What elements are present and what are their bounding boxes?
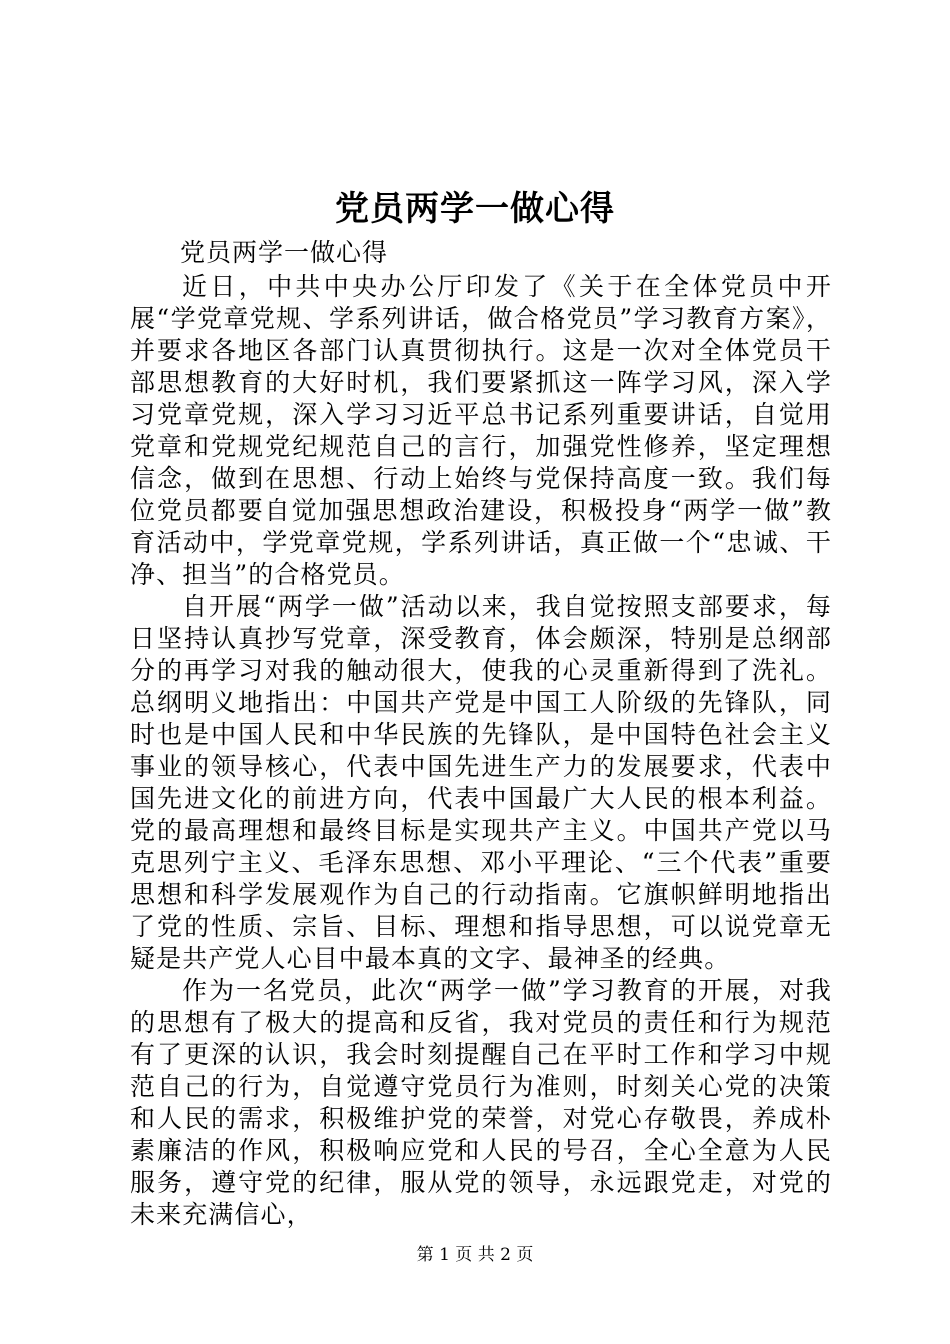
paragraph-2: 自开展“两学一做”活动以来，我自觉按照支部要求，每日坚持认真抄写党章，深受教育，体会颇深，特别是总纲部分的再学习对我的触动很大，使我的心灵重新得到了洗礼。总纲明义地指出：中国共产党是中国工人阶级的先锋队，同时也是中国人民和中华民族的先锋队，是中国特色社会主义事业的领导核心，代表中国先进生产力的发展要求，代表中国先进文化的前进方向，代表中国最广大人民的根本利益。党的最高理想和最终目标是实现共产主义。中国共产党以马克思列宁主义、毛泽东思想、邓小平理论、“三个代表”重要思想和科学发展观作为自己的行动指南。它旗帜鲜明地指出了党的性质、宗旨、目标、理想和指导思想，可以说党章无疑是共产党人心目中最本真的文字、最神圣的经典。 [130, 592, 832, 973]
page-number-footer: 第 1 页 共 2 页 [416, 1245, 534, 1265]
paragraph-1: 近日，中共中央办公厅印发了《关于在全体党员中开展“学党章党规、学系列讲话，做合格党员”学习教育方案》，并要求各地区各部门认真贯彻执行。这是一次对全体党员干部思想教育的大好时机，我们要紧抓这一阵学习风，深入学习党章党规，深入学习习近平总书记系列重要讲话，自觉用党章和党规党纪规范自己的言行，加强党性修养，坚定理想信念，做到在思想、行动上始终与党保持高度一致。我们每位党员都要自觉加强思想政治建设，积极投身“两学一做”教育活动中，学党章党规，学系列讲话，真正做一个“忠诚、干净、担当”的合格党员。 [130, 272, 832, 589]
document-body [130, 271, 832, 1231]
paragraph-3: 作为一名党员，此次“两学一做”学习教育的开展，对我的思想有了极大的提高和反省，我对党员的责任和行为规范有了更深的认识，我会时刻提醒自己在平时工作和学习中规范自己的行为，自觉遵守党员行为准则，时刻关心党的决策和人民的需求，积极维护党的荣誉，对党心存敬畏，养成朴素廉洁的作风，积极响应党和人民的号召，全心全意为人民服务，遵守党的纪律，服从党的领导，永远跟党走，对党的未来充满信心， [130, 976, 832, 1229]
document-title: 党员两学一做心得 [335, 189, 615, 229]
document-subtitle: 党员两学一做心得 [180, 238, 389, 267]
